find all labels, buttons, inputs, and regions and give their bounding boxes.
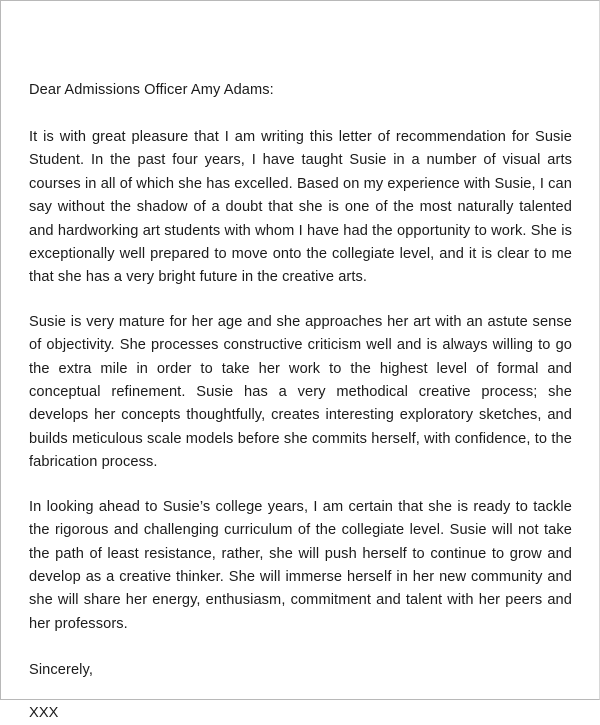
- paragraph-1: It is with great pleasure that I am writing this letter of recommendation for Susie Student. In the past four years, I have taught Susie in a number of visual arts courses in all of which she has excelled. Based on my experience with Susie, I can say without the shadow of a doubt that she is one of the most naturally talented and hardworking art students with whom I have had the opportunity to work. She is exceptionally well prepared to move onto the collegiate level, and it is clear to me that she has a very bright future in the creative arts.: [29, 129, 572, 286]
- sign-off-line: Sincerely,: [29, 662, 93, 679]
- signature-line: XXX: [29, 705, 59, 722]
- paragraph-2: Susie is very mature for her age and she approaches her art with an astute sense of objectivity. She processes constructive criticism well and is always willing to go the extra mile in order to take her work to the highest level of formal and conceptual refinement. Susie has a very methodical creative process; she develops her concepts thoughtfully, creates interesting exploratory sketches, and builds meticulous scale models before she commits herself, with confidence, to the fabrication process.: [29, 313, 572, 471]
- salutation-line: Dear Admissions Officer Amy Adams:: [29, 82, 274, 98]
- letter-body: [29, 1, 572, 725]
- paragraph-3: In looking ahead to Susie’s college years, I am certain that she is ready to tackle the rigorous and challenging curriculum of the collegiate level. Susie will not take the path of least resistance, rather, she will push herself to continue to grow and develop as a creative thinker. She will immerse herself in her new community and she will share her energy, enthusiasm, commitment and talent with her peers and her professors.: [29, 498, 572, 632]
